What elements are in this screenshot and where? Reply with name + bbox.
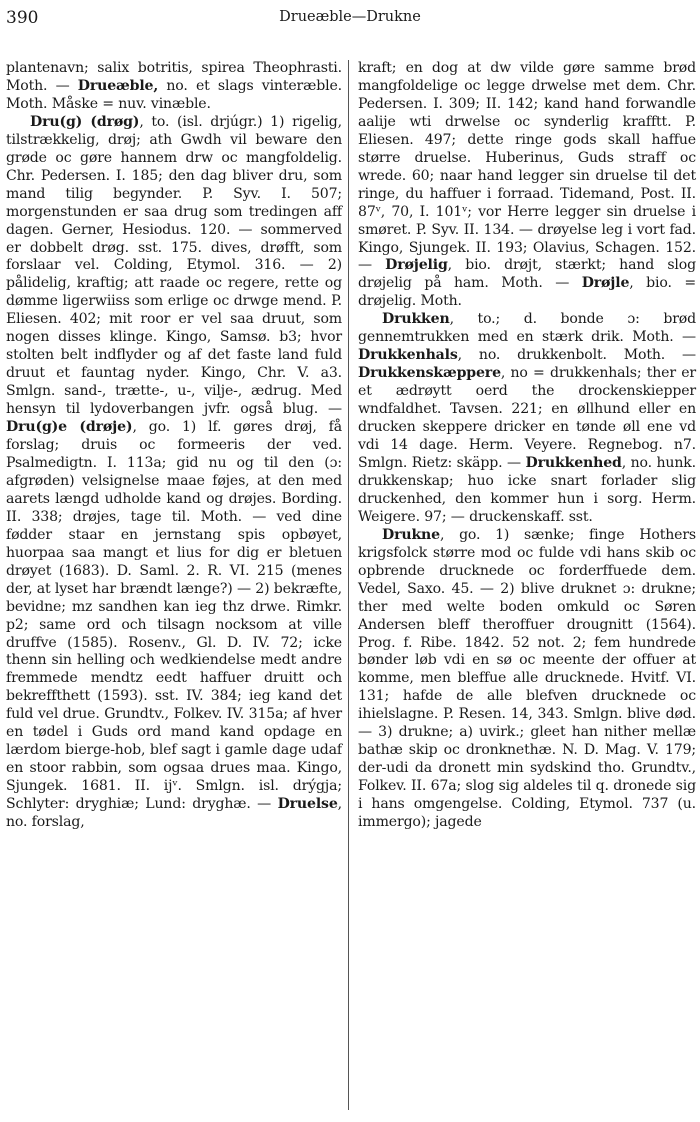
headword: Dru(g) (drøg) bbox=[30, 113, 140, 130]
headword: Drukken bbox=[382, 311, 450, 328]
entry-text: , to.; d. bonde ɔ: brød gennemtrukken med en stærk drik. Moth. — bbox=[358, 311, 696, 346]
entry-text: , no. hunk. drukkenskap; huo icke snart forlader slig druckenhed, den kommer hun i sorg. Herm. Weigere. 97; — druckenskaff. sst. bbox=[358, 454, 696, 525]
entry-text: , no = drukkenhals; ther er et ædrøytt oerd the drockenskiepper wndfaldhet. Tavsen. 221; en øllhund eller en drucken skeppere dricker en tønde øll ene vd vdi 14 dage. Herm. Veyere. Regnebog. n7. Smlgn. Rietz: skäpp. — bbox=[358, 365, 696, 471]
entry-text: , go. 1) sænke; finge Hothers krigsfolck større mod oc fulde vdi hans skib oc opbrende drucknede oc forderffuede dem. Vedel, Saxo. 45. — 2) blive druknet ɔ: drukne; ther med welte boden omkuld oc Søren Andersen bleff theroffuer drougnitt (1564). Prog. f. Ribe. 1842. 52 not. 2; fem hundrede bønder løb vdi en sø oc meente der offuer at komme, men bleffue alle drucknede. Hvitf. VI. 131; hafde de alle blefven drucknede oc ihielslagne. P. Resen. 14, 343. Smlgn. blive død. — 3) drukne; a) uvirk.; gleet han nither mellæ bathæ skip oc dronknethæ. N. D. Mag. V. 179; der-udi da dronett min sydskind tho. Grundtv., Folkev. II. 67a; slog sig aldeles til q. dronede sig i hans omgengelse. Colding, Etymol. 737 (u. immergo); jagede bbox=[358, 526, 696, 831]
entry-text: plantenavn; salix botritis, spirea Theophrasti. Moth. — bbox=[6, 60, 342, 94]
dictionary-entry bbox=[358, 527, 696, 832]
headword: Dru(g)e (drøje) bbox=[6, 419, 133, 436]
headword: Drøjle bbox=[581, 275, 630, 292]
headword: Drukkenhed bbox=[525, 454, 622, 471]
entry-text: , bio. drøjt, stærkt; hand slog drøjelig på ham. Moth. — bbox=[358, 257, 696, 292]
entry-continuation bbox=[6, 60, 342, 114]
right-column bbox=[358, 60, 696, 832]
headword: Drueæble, bbox=[77, 77, 159, 94]
page-header bbox=[6, 8, 694, 34]
entry-text: no. et slags vinteræble. Moth. Måske = nuv. vinæble. bbox=[6, 77, 342, 112]
entry-text: kraft; en dog at dw vilde gøre samme brød mangfoldelige oc legge drwelse met dem. Chr. Pedersen. I. 309; II. 142; kand hand forwandle aalije wti drwelse oc synderlig krafftt. P. Eliesen. 497; dette ringe gods skall haffue større druelse. Huberinus, Guds straff oc wrede. 60; naar hand legger sin druelse til det ringe, du haffuer i forraad. Tidemand, Post. II. 87ᵛ, 70, I. 101ᵛ; vor Herre legger sin druelse i smøret. P. Syv. II. 134. — drøyelse leg i vort fad. Kingo, Sjungek. II. 193; Olavius, Schagen. 152. — bbox=[358, 60, 696, 274]
page-number: 390 bbox=[6, 8, 39, 28]
entry-text: , no. forslag, bbox=[6, 796, 342, 831]
column-divider bbox=[348, 60, 349, 1110]
running-head: Drueæble—Drukne bbox=[279, 9, 421, 25]
headword: Drukkenhals bbox=[358, 347, 458, 364]
headword: Drøjelig bbox=[385, 257, 448, 274]
headword: Druelse bbox=[277, 796, 338, 813]
dictionary-entry bbox=[6, 114, 342, 832]
dictionary-entry bbox=[358, 311, 696, 526]
entry-text: , bio. = drøjelig. Moth. bbox=[358, 275, 697, 310]
entry-text: , no. drukkenbolt. Moth. — bbox=[457, 347, 696, 364]
left-column bbox=[6, 60, 342, 832]
entry-text: , go. 1) lf. gøres drøj, få forslag; druis oc formeeris der ved. Psalmedigtn. I. 113a; gid nu og til den (ɔ: afgrøden) velsignelse maae føjes, at den med aarets længd udholde kand og drøjes. Bording. II. 338; drøjes, tage til. Moth. — ved dine fødder staar en jernstang spis opbøyet, huorpaa saa mangt et lius for dig er bletuen drøyet (1683). D. Saml. 2. R. VI. 215 (menes der, at lyset har brændt længe?) — 2) bekræfte, bevidne; mz sandhen kan ieg thz drwe. Rimkr. p2; same ord och tilsagn nocksom at ville druffve (1585). Rosenv., Gl. D. IV. 72; icke thenn sin helling och wedkiendelse medt andre fremmede mendtz eedt haffuer druitt och bekreffthett (1593). sst. IV. 384; ieg kand det fuld vel drue. Grundtv., Folkev. IV. 315a; af hver en tødel i Guds ord mand kand opdage en lærdom bierge-hob, blef sagt i gamle dage udaf en stoor rabbin, som ogsaa drues maa. Kingo, Sjungek. 1681. II. ijᵛ. Smlgn. isl. drýgja; Schlyter: dryghiæ; Lund: dryghæ. — bbox=[6, 419, 343, 813]
headword: Drukne bbox=[382, 526, 440, 543]
headword: Drukkenskæppere bbox=[358, 365, 501, 382]
entry-text: , to. (isl. drjúgr.) 1) rigelig, tilstrækkelig, drøj; ath Gwdh vil beware den grøde oc gøre hannem drw oc mangfoldelig. Chr. Pedersen. I. 185; den dag bliver dru, som mand tilig begynder. P. Syv. I. 507; morgenstunden er saa drug som tredingen aff dagen. Gerner, Hesiodus. 120. — sommerved er dobbelt drøg. sst. 175. dives, drøfft, som forslaar vel. Colding, Etymol. 316. — 2) pålidelig, kraftig; att raade oc regere, rette og dømme ligerwiiss som erlige oc drwge mend. P. Eliesen. 402; mit roor er vel saa druut, som nogen disses klinge. Kingo, Samsø. b3; hvor stolten belt indflyder og af det faste land fuld druut et fauntag nyder. Kingo, Chr. V. a3. Smlgn. sand-, trætte-, u-, vilje-, ædrug. Med hensyn til lydoverbangen jvfr. også blug. — bbox=[6, 113, 343, 418]
entry-continuation bbox=[358, 60, 696, 311]
